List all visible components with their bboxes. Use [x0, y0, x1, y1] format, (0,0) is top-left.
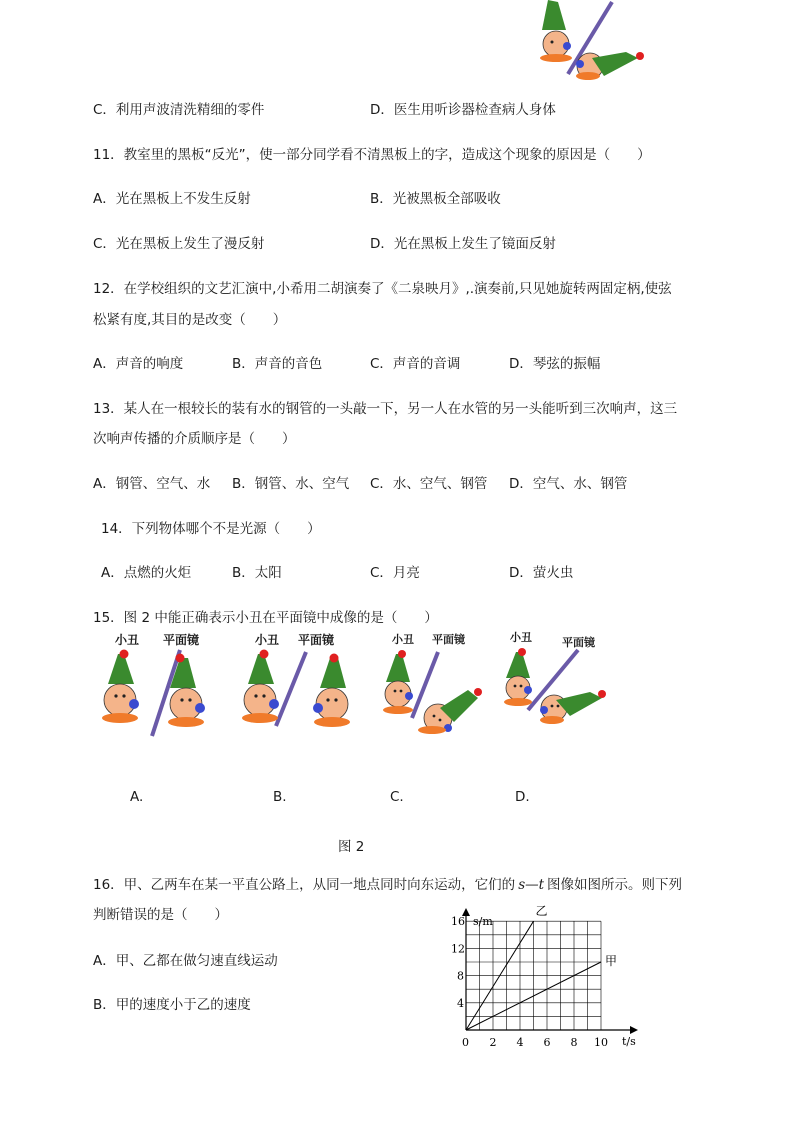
q16-stem-tail: 图像如图所示。则下列 — [547, 877, 683, 893]
top-clown-figure — [530, 0, 650, 80]
clown-label: 小丑 — [510, 631, 532, 644]
q13-stem-line2: 次响声传播的介质顺序是（ ） — [93, 431, 296, 447]
q12-option-d: D．琴弦的振幅 — [509, 356, 601, 372]
q11-option-a: A．光在黑板上不发生反射 — [93, 191, 251, 207]
clown-label: 小丑 — [115, 633, 140, 647]
q12-option-a: A．声音的响度 — [93, 356, 184, 372]
y-tick-label: 16 — [451, 915, 465, 929]
q14-option-c: C．月亮 — [370, 565, 420, 581]
q15-figure-c — [380, 628, 500, 738]
chart-ticks — [451, 915, 608, 1049]
mirror-label: 平面镜 — [163, 633, 200, 647]
q13-option-b: B．钢管、水、空气 — [232, 476, 350, 492]
q12-stem-line1: 12．在学校组织的文艺汇演中,小希用二胡演奏了《二泉映月》,.演奏前,只见她旋转两固定柄,使弦 — [93, 281, 672, 297]
q15-figure-b — [238, 628, 363, 738]
chart-grid — [466, 921, 601, 1030]
x-axis-label: t/s — [622, 1035, 636, 1048]
q13-option-c: C．水、空气、钢管 — [370, 476, 488, 492]
q15-option-a: A. — [130, 789, 144, 805]
y-axis-label: s/m — [473, 915, 493, 928]
q11-option-d: D．光在黑板上发生了镜面反射 — [370, 236, 556, 252]
x-tick-label: 2 — [489, 1036, 497, 1049]
x-tick-label: 10 — [594, 1036, 608, 1049]
x-axis-arrow — [630, 1026, 638, 1034]
clown-label: 小丑 — [392, 633, 414, 646]
q13-option-a: A．钢管、空气、水 — [93, 476, 211, 492]
q12-option-c: C．声音的音调 — [370, 356, 461, 372]
q16-option-b: B．甲的速度小于乙的速度 — [93, 997, 251, 1013]
x-tick-label: 0 — [462, 1036, 469, 1049]
x-tick-label: 4 — [516, 1036, 524, 1049]
q16-stem-line2: 判断错误的是（ ） — [93, 907, 228, 923]
series-label-yi: 乙 — [535, 904, 548, 919]
q16-formula: s—t — [518, 877, 545, 893]
x-tick-label: 6 — [543, 1036, 551, 1049]
clown-mirror-drawing-b — [238, 646, 363, 738]
clown-mirror-drawing-a — [98, 646, 223, 738]
figure-caption: 图 2 — [338, 839, 365, 855]
y-tick-label: 12 — [451, 942, 465, 956]
q15-figure-d — [500, 626, 625, 736]
q14-option-b: B．太阳 — [232, 565, 282, 581]
q14-option-a: A．点燃的火炬 — [101, 565, 192, 581]
mirror-label: 平面镜 — [562, 636, 595, 649]
q11-option-b: B．光被黑板全部吸收 — [370, 191, 501, 207]
q13-option-d: D．空气、水、钢管 — [509, 476, 628, 492]
mirror-label: 平面镜 — [298, 633, 335, 647]
series-label-jia: 甲 — [605, 954, 618, 968]
q14-stem: 14．下列物体哪个不是光源（ ） — [101, 521, 321, 537]
q13-stem-line1: 13．某人在一根较长的装有水的钢管的一头敲一下，另一人在水管的另一头能听到三次响声，这三 — [93, 401, 678, 417]
q10-option-c: C．利用声波清洗精细的零件 — [93, 102, 265, 118]
mirror-label: 平面镜 — [432, 633, 465, 646]
q12-stem-line2: 松紧有度,其目的是改变（ ） — [93, 312, 287, 328]
q15-stem: 15．图 2 中能正确表示小丑在平面镜中成像的是（ ） — [93, 610, 438, 626]
st-chart — [440, 904, 650, 1054]
q15-option-b: B. — [273, 789, 287, 805]
q15-figure-a — [98, 628, 223, 738]
q11-option-c: C．光在黑板上发生了漫反射 — [93, 236, 265, 252]
q15-option-d: D. — [515, 789, 530, 805]
q16-option-a: A．甲、乙都在做匀速直线运动 — [93, 953, 278, 969]
q10-option-d: D．医生用听诊器检查病人身体 — [370, 102, 556, 118]
clown-mirror-drawing-d — [500, 644, 625, 736]
x-tick-label: 8 — [570, 1036, 578, 1049]
clown-mirror-drawing-c — [380, 646, 500, 738]
q16-stem-line1 — [93, 876, 682, 894]
q11-stem: 11．教室里的黑板“反光”，使一部分同学看不清黑板上的字，造成这个现象的原因是（ ） — [93, 147, 651, 163]
q14-option-d: D．萤火虫 — [509, 565, 574, 581]
clown-label: 小丑 — [255, 633, 280, 647]
q12-option-b: B．声音的音色 — [232, 356, 323, 372]
y-tick-label: 4 — [457, 996, 464, 1010]
y-tick-label: 8 — [457, 969, 464, 983]
q15-option-c: C. — [390, 789, 404, 805]
q16-stem-text: 16．甲、乙两车在某一平直公路上，从同一地点同时向东运动，它们的 — [93, 877, 516, 893]
